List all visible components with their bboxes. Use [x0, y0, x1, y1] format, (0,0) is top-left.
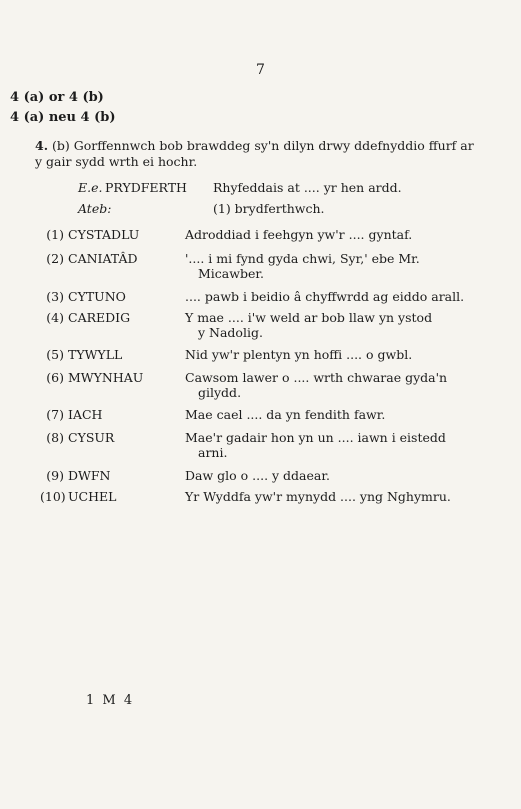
- example-label: E.e.: [78, 180, 103, 195]
- item-sentence-text: Daw glo o .... y ddaear.: [185, 468, 330, 483]
- item-sentence-text: Cawsom lawer o .... wrth chwarae gyda'n: [185, 370, 448, 385]
- item-sentence: [185, 347, 465, 362]
- item-sentence-text: Mae cael .... da yn fendith fawr.: [185, 407, 386, 422]
- item-number: (10): [40, 489, 66, 504]
- question-instruction: [35, 138, 475, 170]
- footer-code: 1 M 4: [86, 693, 135, 708]
- example-sentence: Rhyfeddais at .... yr hen ardd.: [213, 180, 402, 195]
- item-word: UCHEL: [68, 489, 117, 504]
- item-number: (4): [46, 310, 64, 325]
- item-sentence: [185, 227, 465, 242]
- item-sentence-continuation: gilydd.: [198, 385, 242, 400]
- item-sentence-continuation: Micawber.: [198, 266, 264, 281]
- item-number: (3): [46, 289, 64, 304]
- example-word: PRYDFERTH: [105, 180, 187, 195]
- item-sentence: [185, 489, 465, 504]
- item-word: DWFN: [68, 468, 111, 483]
- item-word: TYWYLL: [68, 347, 123, 362]
- item-sentence-text: Mae'r gadair hon yn un .... iawn i eistedd: [185, 430, 446, 445]
- item-sentence-text: Y mae .... i'w weld ar bob llaw yn ystod: [185, 310, 433, 325]
- question-part: (b): [52, 138, 70, 153]
- item-word: CYTUNO: [68, 289, 126, 304]
- answer-text: (1) brydferthwch.: [213, 201, 325, 216]
- item-word: CYSUR: [68, 430, 115, 445]
- item-word: IACH: [68, 407, 103, 422]
- item-sentence: [185, 370, 465, 400]
- item-number: (9): [46, 468, 64, 483]
- item-sentence-text: Nid yw'r plentyn yn hoffi .... o gwbl.: [185, 347, 413, 362]
- item-sentence-text: Adroddiad i feehgyn yw'r .... gyntaf.: [185, 227, 413, 242]
- answer-label: Ateb:: [78, 201, 112, 216]
- item-sentence-text: '.... i mi fynd gyda chwi, Syr,' ebe Mr.: [185, 251, 420, 266]
- item-number: (8): [46, 430, 64, 445]
- item-number: (2): [46, 251, 64, 266]
- item-sentence: [185, 468, 465, 483]
- instruction-text: Gorffennwch bob brawddeg sy'n dilyn drwy ddefnyddio ffurf ar y gair sydd wrth ei hochr.: [35, 138, 474, 169]
- item-sentence-continuation: arni.: [198, 445, 228, 460]
- item-sentence: [185, 430, 465, 460]
- item-sentence-continuation: y Nadolig.: [198, 325, 263, 340]
- item-sentence: [185, 310, 465, 340]
- question-number: 4.: [35, 138, 49, 153]
- item-sentence-text: .... pawb i beidio â chyffwrdd ag eiddo arall.: [185, 289, 465, 304]
- item-word: CANIATÂD: [68, 251, 138, 266]
- item-number: (1): [46, 227, 64, 242]
- item-sentence: [185, 407, 465, 422]
- item-sentence: [185, 289, 465, 304]
- heading-english: 4 (a) or 4 (b): [10, 90, 104, 105]
- item-number: (5): [46, 347, 64, 362]
- item-word: CAREDIG: [68, 310, 131, 325]
- page-number: 7: [256, 62, 265, 78]
- item-sentence: [185, 251, 465, 281]
- item-number: (7): [46, 407, 64, 422]
- item-sentence-text: Yr Wyddfa yw'r mynydd .... yng Nghymru.: [185, 489, 451, 504]
- heading-welsh: 4 (a) neu 4 (b): [10, 110, 116, 125]
- item-word: CYSTADLU: [68, 227, 140, 242]
- item-word: MWYNHAU: [68, 370, 144, 385]
- item-number: (6): [46, 370, 64, 385]
